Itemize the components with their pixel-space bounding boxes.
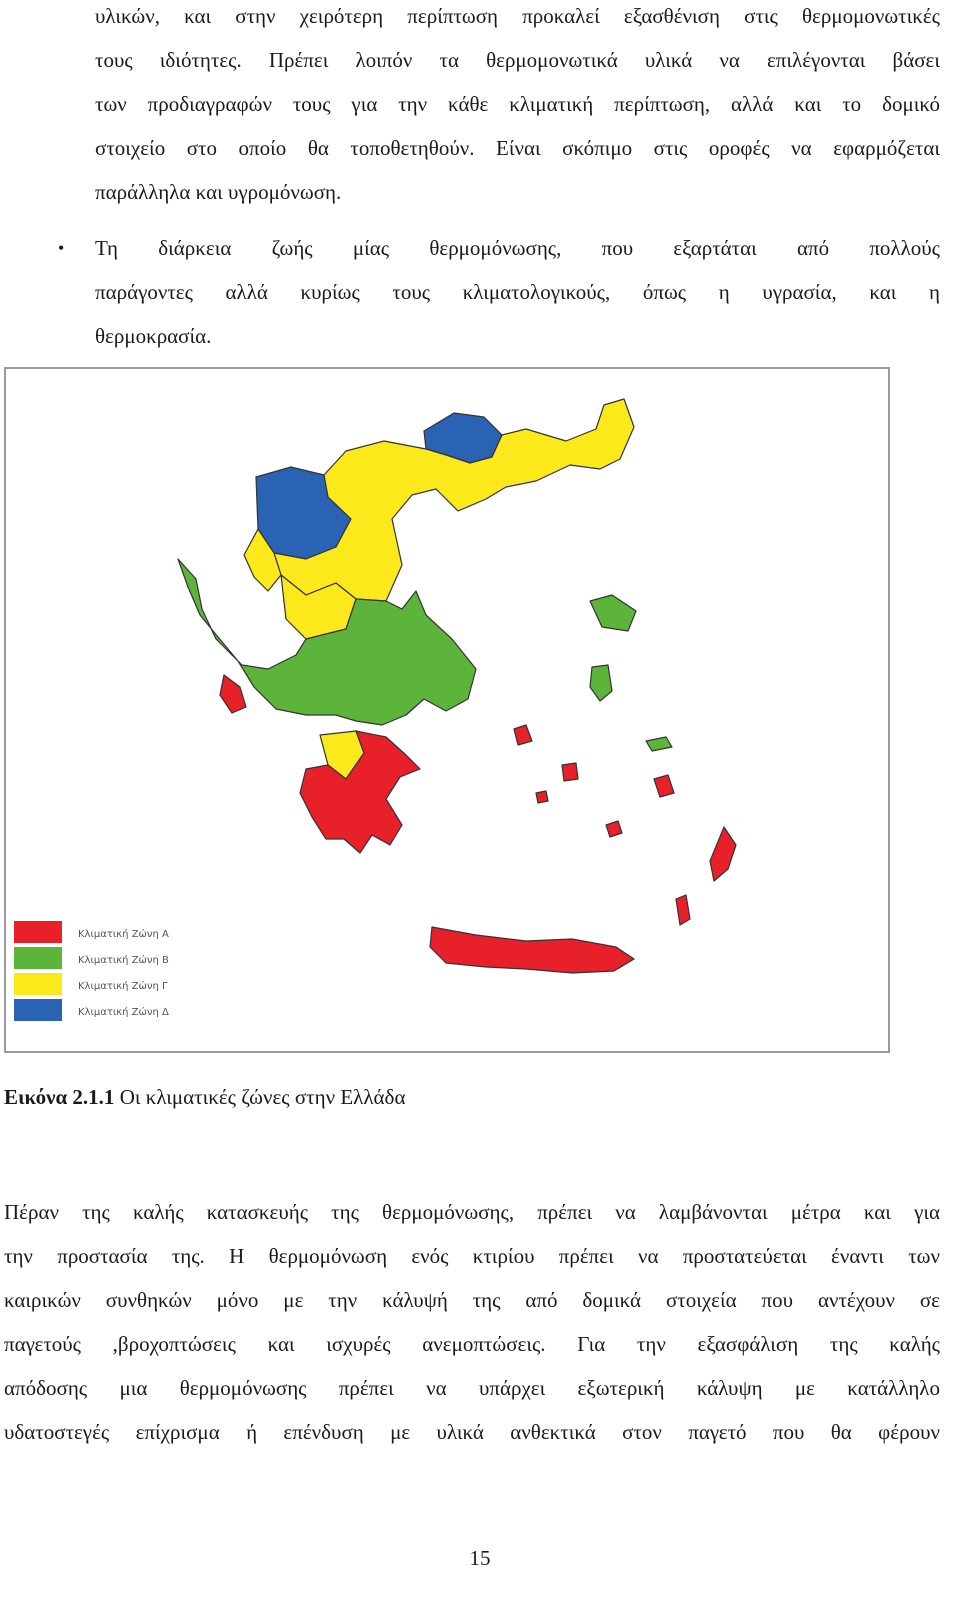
paragraph-line: Πέραν της καλής κατασκευής της θερμομόνωσης, πρέπει να λαμβάνονται μέτρα και για <box>4 1200 940 1224</box>
figure-caption <box>4 1082 405 1112</box>
legend-label: Κλιματική Ζώνη Α <box>78 929 169 940</box>
paragraph-top <box>95 0 940 214</box>
paragraph-line: την προστασία της. Η θερμομόνωση ενός κτιρίου πρέπει να προστατεύεται έναντι των <box>4 1244 940 1268</box>
greece-map <box>6 369 888 1051</box>
legend-label: Κλιματική Ζώνη Δ <box>78 1007 169 1018</box>
bullet-line: θερμοκρασία. <box>95 324 212 348</box>
map-region-zone-b <box>646 737 672 751</box>
map-legend <box>14 921 62 1021</box>
map-region-zone-a <box>536 791 548 803</box>
map-region-zone-b <box>590 595 636 631</box>
paragraph-line: καιρικών συνθηκών μόνο με την κάλυψή της από δομικά στοιχεία που αντέχουν σε <box>4 1288 940 1312</box>
legend-swatch <box>14 973 62 995</box>
legend-swatch <box>14 999 62 1021</box>
page-number: 15 <box>469 1546 491 1570</box>
map-region-zone-a <box>430 927 634 973</box>
map-region-zone-a <box>654 775 674 797</box>
map-region-zone-a <box>676 895 690 925</box>
paragraph-line: υλικών, και στην χειρότερη περίπτωση προκαλεί εξασθένιση στις θερμομονωτικές <box>95 4 940 28</box>
legend-label: Κλιματική Ζώνη Β <box>78 955 169 966</box>
paragraph-line: υδατοστεγές επίχρισμα ή επένδυση με υλικά ανθεκτικά στον παγετό που θα φέρουν <box>4 1420 940 1444</box>
paragraph-line: παγετούς ,βροχοπτώσεις και ισχυρές ανεμοπτώσεις. Για την εξασφάλιση της καλής <box>4 1332 940 1356</box>
paragraph-line: τους ιδιότητες. Πρέπει λοιπόν τα θερμομονωτικά υλικά να επιλέγονται βάσει <box>95 48 940 72</box>
legend-swatch <box>14 947 62 969</box>
legend-swatch <box>14 921 62 943</box>
map-region-zone-a <box>606 821 622 837</box>
paragraph-line: των προδιαγραφών τους για την κάθε κλιματική περίπτωση, αλλά και το δομικό <box>95 92 940 116</box>
paragraph-line: στοιχείο στο οποίο θα τοποθετηθούν. Είναι σκόπιμο στις οροφές να εφαρμόζεται <box>95 136 940 160</box>
bullet-line: Τη διάρκεια ζωής μίας θερμομόνωσης, που εξαρτάται από πολλούς <box>95 236 940 260</box>
paragraph-line: παράλληλα και υγρομόνωση. <box>95 180 342 204</box>
map-region-zone-a <box>514 725 532 745</box>
climate-zones-map-figure <box>4 367 890 1053</box>
legend-label: Κλιματική Ζώνη Γ <box>78 981 168 992</box>
map-region-zone-a <box>710 827 736 881</box>
bullet-line: παράγοντες αλλά κυρίως τους κλιματολογικούς, όπως η υγρασία, και η <box>95 280 940 304</box>
bullet-symbol: • <box>58 238 65 258</box>
paragraph-line: απόδοσης μια θερμομόνωσης πρέπει να υπάρχει εξωτερική κάλυψη με κατάλληλο <box>4 1376 940 1400</box>
map-region-zone-a <box>220 675 246 713</box>
caption-text: Οι κλιματικές ζώνες στην Ελλάδα <box>114 1085 406 1109</box>
map-region-zone-b <box>590 665 612 701</box>
map-region-zone-a <box>562 763 578 781</box>
caption-label: Εικόνα 2.1.1 <box>4 1085 115 1109</box>
paragraph-bottom <box>4 1190 940 1454</box>
bullet-text <box>95 226 940 358</box>
